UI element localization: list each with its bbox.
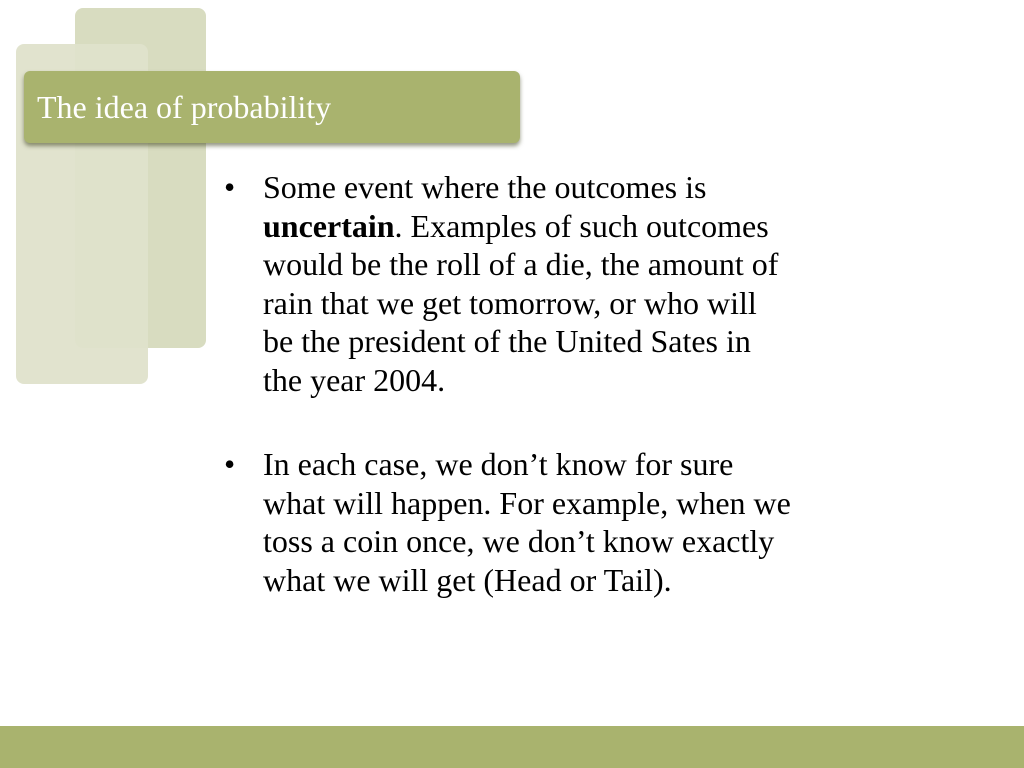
slide-title: The idea of probability (37, 89, 332, 125)
slide-body (222, 168, 942, 645)
bullet-line: would be the roll of a die, the amount of (263, 246, 779, 282)
bullet-item (222, 445, 942, 599)
bullet-line: what will happen. For example, when we (263, 484, 791, 521)
bullet-line: the year 2004. (263, 361, 446, 398)
title-bar (24, 71, 520, 143)
bullet-line: be the president of the United Sates in (263, 323, 751, 359)
footer-band (0, 726, 1024, 768)
bullet-line: toss a coin once, we don’t know exactly (263, 523, 775, 559)
bullet-line (263, 207, 942, 246)
bullet-icon: • (224, 169, 236, 205)
bullet-line: Some event where the outcomes is (263, 169, 707, 205)
bullet-icon: • (224, 446, 236, 482)
bullet-line: what we will get (Head or Tail). (263, 561, 672, 598)
emphasized-term: uncertain (263, 207, 395, 244)
bullet-item (222, 168, 942, 399)
bullet-line: rain that we get tomorrow, or who will (263, 284, 757, 321)
bullet-line-text: . Examples of such outcomes (394, 207, 769, 244)
bullet-line: In each case, we don’t know for sure (263, 446, 734, 482)
